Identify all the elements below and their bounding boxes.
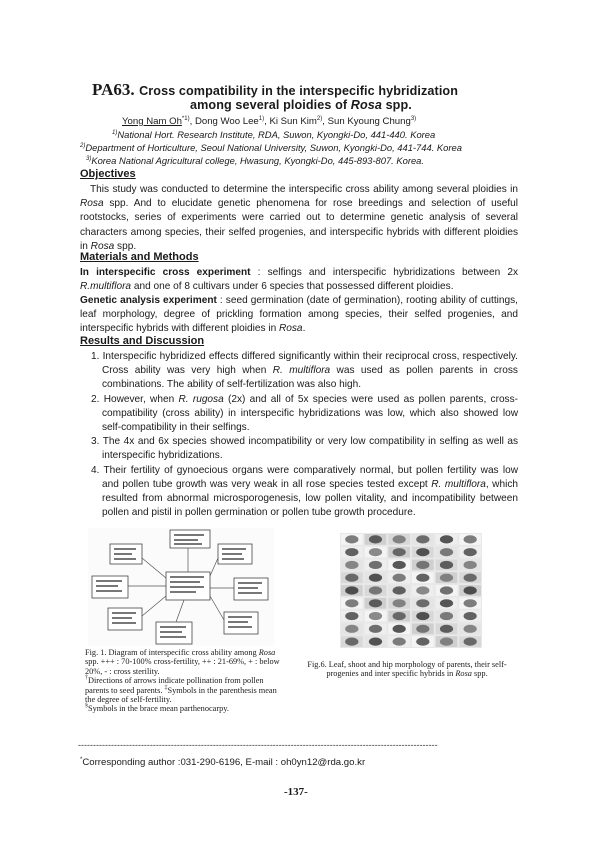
- leaf-specimen: [416, 535, 429, 543]
- methods-text-1: In interspecific cross experiment : selfings and interspecific hybridizations between 2x R.multiflora and one of 8 cultivars under 6 species that possessed different ploidies.: [80, 267, 518, 293]
- cross-diagram-graphic: [88, 528, 274, 646]
- leaf-specimen: [393, 574, 406, 582]
- leaf-specimen: [345, 535, 358, 543]
- affiliation-2: $^{2)}$Department of Horticulture, Seoul National University, Suwon, Kyongki-Do, 441-744. Korea: [80, 142, 462, 153]
- leaf-specimen: [393, 548, 406, 556]
- figure-6-caption: Fig.6. Leaf, shoot and hip morphology of parents, their self-progenies and inter specific hybrids in Rosa spp.: [307, 660, 507, 679]
- leaf-specimen: [416, 561, 429, 569]
- leaf-specimen: [416, 612, 429, 620]
- leaf-specimen: [464, 561, 477, 569]
- leaf-specimen: [464, 586, 477, 594]
- leaf-specimen: [440, 638, 453, 646]
- result-item-1: 1. Interspecific hybridized effects differed significantly within their reciprocal cross, respectively. Cross ability was very high when R. multiflora was used as pollen parents in cross combinations. The ability of self-fertilization was also high.: [91, 351, 518, 391]
- title-text-1: Cross compatibility in the interspecific hybridization: [139, 84, 459, 98]
- leaf-specimen: [369, 535, 382, 543]
- leaf-specimen: [369, 548, 382, 556]
- leaf-specimen: [464, 548, 477, 556]
- leaf-specimen: [369, 638, 382, 646]
- leaf-specimen: [464, 612, 477, 620]
- leaf-specimen: [345, 612, 358, 620]
- results-heading: Results and Discussion: [80, 335, 205, 347]
- figure-1-caption: Fig. 1. Diagram of interspecific cross ability among Rosa spp. +++ : 70-100% cross-fertility, ++ : 21-69%, + : below 20%, - : cross sterility. †Directions of arrows indicate pollination from pollen parents to seed parents. ‡Symbols in the parenthesis mean the degree of self-fertility. §Symbols in the brace mean parthenocarpy.: [85, 648, 280, 714]
- leaf-specimen: [369, 561, 382, 569]
- figure-6-photo-grid: [340, 533, 482, 648]
- objectives-heading: Objectives: [80, 168, 136, 180]
- leaf-specimen: [464, 574, 477, 582]
- leaf-specimen: [440, 625, 453, 633]
- leaf-specimen: [440, 612, 453, 620]
- figure-1-diagram: [88, 528, 274, 646]
- leaf-specimen: [416, 599, 429, 607]
- leaf-specimen: [440, 548, 453, 556]
- leaf-specimen: [393, 612, 406, 620]
- leaf-specimen: [416, 548, 429, 556]
- leaf-specimen: [416, 586, 429, 594]
- leaf-specimen: [345, 574, 358, 582]
- leaf-specimen: [416, 638, 429, 646]
- leaf-specimen: [440, 586, 453, 594]
- leaf-specimen: [393, 638, 406, 646]
- leaf-specimen: [464, 638, 477, 646]
- leaf-specimen: [416, 574, 429, 582]
- footer-separator: ------------------------------------------------------------------------------------------------------------------------: [78, 740, 438, 750]
- leaf-specimen: [440, 535, 453, 543]
- leaf-specimen: [369, 574, 382, 582]
- authors: Yong Nam Oh$^{*1)}$, Dong Woo Lee$^{1)}$, Ki Sun Kim$^{2)}$, Sun Kyoung Chung$^{3)}$: [122, 115, 417, 127]
- leaf-specimen: [464, 625, 477, 633]
- leaf-specimen: [393, 625, 406, 633]
- leaf-specimen: [464, 535, 477, 543]
- leaf-specimen: [416, 625, 429, 633]
- leaf-specimen: [345, 561, 358, 569]
- leaf-specimen: [345, 548, 358, 556]
- leaf-specimen: [393, 561, 406, 569]
- methods-heading: Materials and Methods: [80, 251, 199, 263]
- leaf-specimen: [440, 574, 453, 582]
- affiliation-1: $^{1)}$National Hort. Research Institute, RDA, Suwon, Kyongki-Do, 441-440. Korea: [112, 129, 436, 140]
- leaf-specimen: [345, 586, 358, 594]
- title-line-1: [92, 80, 458, 100]
- leaf-specimen: [393, 535, 406, 543]
- title-line-2: among several ploidies of Rosa spp.: [190, 98, 412, 112]
- leaf-specimen: [464, 599, 477, 607]
- objectives-text: This study was conducted to determine the interspecific cross ability among several ploidies in Rosa spp. And to elucidate genetic phenomena for rose breedings and selection of useful rootstocks, series of experiments were carried out to determine genetic analysis of several characters among species, their selfed progenies, and interspecific hybrids with different ploidies in Rosa spp.: [80, 184, 518, 252]
- leaf-specimen: [440, 599, 453, 607]
- result-item-4: 4. Their fertility of gynoecious organs were comparatively normal, but pollen fertility was low and pollen tube growth was very weak in all rose species tested except R. multiflora, which resulted from abnormal microsporogenesis, low pollen vitality, and incompatibility between pollen and pistil in pollen germination or pollen tube growth procedure.: [91, 464, 518, 519]
- plant-photo-grid: [340, 533, 482, 648]
- leaf-specimen: [345, 625, 358, 633]
- leaf-specimen: [345, 638, 358, 646]
- affiliation-3: $^{3)}$Korea National Agricultural college, Hwasung, Kyongki-Do, 445-893-807. Korea.: [86, 155, 424, 166]
- leaf-specimen: [369, 599, 382, 607]
- leaf-specimen: [393, 586, 406, 594]
- leaf-specimen: [440, 561, 453, 569]
- result-item-2: 2. However, when R. rugosa (2x) and all of 5x species were used as pollen parents, cross-compatibility (cross ability) in interspecific hybridizations was low, which also showed low self-compatibility in their selfings.: [91, 393, 519, 434]
- paper-code: PA63.: [92, 80, 135, 99]
- leaf-specimen: [369, 625, 382, 633]
- corresponding-author: *Corresponding author :031-290-6196, E-mail : oh0yn12@rda.go.kr: [80, 756, 366, 768]
- leaf-specimen: [393, 599, 406, 607]
- leaf-specimen: [369, 612, 382, 620]
- page-number: -137-: [284, 786, 308, 798]
- methods-text-2: Genetic analysis experiment : seed germination (date of germination), rooting ability of cuttings, leaf morphology, degree of prickling formation among species, their selfed progenies, and interspecific hybrids with different ploidies in Rosa.: [80, 295, 518, 335]
- leaf-specimen: [345, 599, 358, 607]
- result-item-3: 3. The 4x and 6x species showed incompatibility or very low compatibility in selfing as well as interspecific hybridizations.: [91, 436, 518, 462]
- leaf-specimen: [369, 586, 382, 594]
- results-list: [91, 350, 518, 520]
